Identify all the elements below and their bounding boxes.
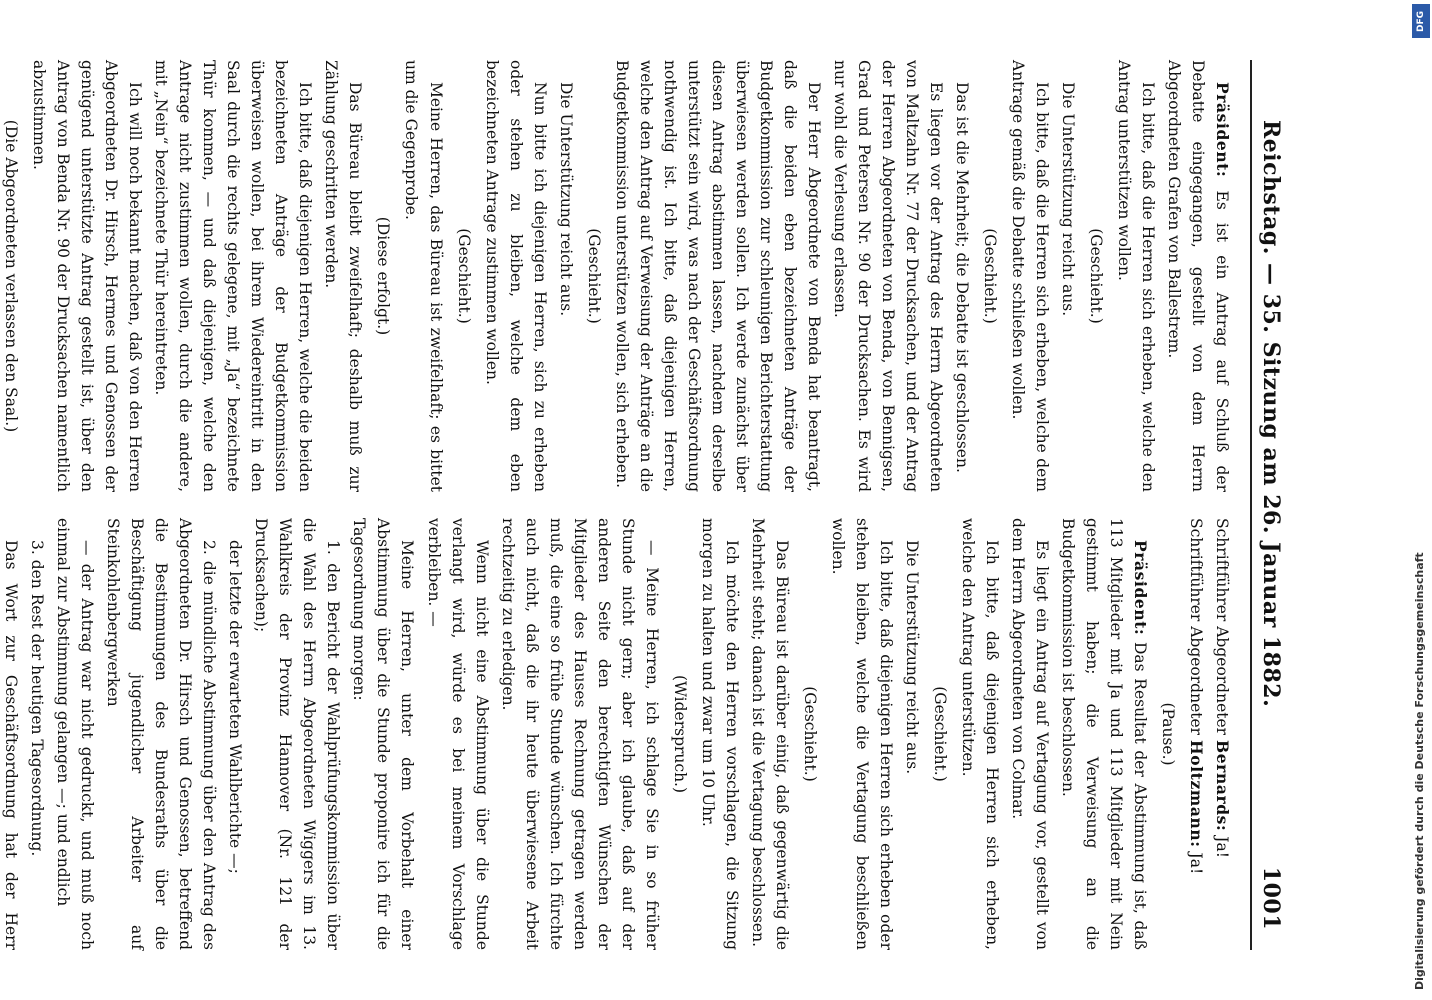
paragraph xyxy=(956,518,1004,950)
paragraph xyxy=(223,518,247,950)
paragraph xyxy=(1210,518,1234,950)
paragraph-text: Ich bitte, daß die Herren sich erheben, welche dem Antrage gemäß die Debatte schließen wollen. xyxy=(1008,60,1051,492)
text-columns xyxy=(2,60,1234,950)
paragraph-text: Meine Herren, das Büreau ist zweifelhaft; es bittet um die Gegenprobe. xyxy=(402,60,445,492)
column-left xyxy=(2,60,1234,492)
dfg-sidebar xyxy=(1410,0,1432,1000)
paragraph-text: 2. die mündliche Abstimmung über den Antrag des Abgeordneten Dr. Hirsch und Genossen, betreffend die Bestimmungen des Bundesraths über die Beschäftigung jugendlicher Arbeiter auf Steinkohlenbergwerken xyxy=(104,518,219,950)
paragraph xyxy=(696,518,744,950)
speaker-name: Präsident: xyxy=(1130,540,1150,636)
dfg-note: Digitalisierung gefördert durch die Deutsche Forschungsgemeinschaft xyxy=(1413,552,1426,990)
stage-direction: (Geschieht.) xyxy=(930,686,949,782)
speaker-name: Bernards: xyxy=(1213,740,1232,832)
stage-direction: (Pause.) xyxy=(1158,702,1177,766)
dfg-logo: DFG xyxy=(1412,4,1430,38)
paragraph-text: der letzte der erwarteten Wahlberichte —; xyxy=(226,540,245,874)
page-number: 1001 xyxy=(1258,866,1284,930)
paragraph xyxy=(1006,60,1054,492)
stage-direction: (Geschieht.) xyxy=(584,228,603,324)
paragraph xyxy=(554,60,578,492)
column-right xyxy=(2,518,1234,950)
paragraph xyxy=(27,60,147,492)
paragraph xyxy=(347,518,419,950)
paragraph-text: Das ist die Mehrheit; die Debatte ist geschlossen. xyxy=(952,82,971,473)
paragraph xyxy=(1006,518,1054,950)
paragraph xyxy=(249,518,345,950)
paragraph-text: 1. den Bericht der Wahlprüfungskommission über die Wahl des Herrn Abgeordneten Wiggers im 13. Wahlkreis der Provinz Hannover (Nr. 121 der Drucksachen); xyxy=(252,518,343,950)
paragraph-text: Das Wort zur Geschäftsordnung hat der Herr xyxy=(2,540,21,950)
paragraph xyxy=(826,518,898,950)
running-head xyxy=(1250,60,1292,950)
paragraph xyxy=(496,518,664,950)
paragraph-text: Wenn nicht eine Abstimmung über die Stunde verlangt wird, würde es bei meinem Vorschlage verbleiben. — xyxy=(424,518,491,950)
paragraph-text: — Meine Herren, ich schlage Sie in so früher Stunde nicht gern; aber ich glaube, daß auf der anderen Seite den berechtigten Wünschen der Mitglieder des Hauses Rechnung getragen werden muß, die eine so frühe Stunde wünschen. Ich fürchte auch nicht, daß die ihr heute überwiesene Arbeit rechtzeitig zu erledigen. xyxy=(498,518,661,950)
stage-direction: (Die Abgeordneten verlassen den Saal.) xyxy=(2,119,21,433)
paragraph-text: Ich bitte, daß diejenigen Herren sich erheben, welche den Antrag unterstützen. xyxy=(958,518,1001,950)
running-head-title: Reichstag. — 35. Sitzung am 26. Januar 1882. xyxy=(1258,120,1284,708)
paragraph xyxy=(828,60,948,492)
paragraph-text: Der Herr Abgeordnete von Benda hat beantragt, daß die beiden eben bezeichneten Anträge der Budgetkommission zur schleunigen Berichterstattung überwiesen werden sollen. Ich werde zunächst über diesen Antrag abstimmen lassen, nachdem derselbe unterstützt sein wird, was nach der Geschäftsordnung nothwendig ist. Ich bitte, daß diejenigen Herren, welche den Antrag auf Verweisung der Anträge an die Budgetkommission unterstützen wollen, sich erheben. xyxy=(612,60,823,492)
paragraph-text: Es liegen vor der Antrag des Herrn Abgeordneten von Maltzahn Nr. 77 der Drucksachen, und der Antrag der Herren Abgeordneten von Benda, von Bennigsen, Grad und Petersen Nr. 90 der Drucksachen. Es wird nur wohl die Verlesung erlassen. xyxy=(830,60,945,492)
paragraph xyxy=(900,518,924,950)
paragraph xyxy=(51,518,99,950)
paragraph xyxy=(1056,60,1080,492)
stage-direction: (Geschieht.) xyxy=(454,228,473,324)
paragraph-text: Das Resultat der Abstimmung ist, daß 113 Mitglieder mit Ja und 113 Mitglieder mit Nein gestimmt haben; die Verweisung an die Budgetkommission ist beschlossen. xyxy=(1058,518,1149,950)
paragraph xyxy=(1056,518,1152,950)
paragraph-text: — der Antrag war nicht gedruckt, und muß noch einmal zur Abstimmung gelangen —; und endlich xyxy=(54,518,97,950)
paragraph-text: 3. den Rest der heutigen Tagesordnung. xyxy=(28,540,47,857)
paragraph-text: Ich bitte, daß die Herren sich erheben, welche den Antrag unterstützen wollen. xyxy=(1114,60,1157,492)
paragraph-text: Ich bitte, daß diejenigen Herren, welche die beiden bezeichneten Anträge der Budgetkommission überweisen wollen, bei ihrem Wiedereintritt in den Saal durch die rechts gelegene, mit „Ja“ bezeichnete Thür kommen, — und daß diejenigen, welche den Antrage nicht zustimmen wollen, durch die andere, mit „Nein“ bezeichnete Thür hereintreten. xyxy=(152,60,315,492)
paragraph-text: Ich möchte den Herren vorschlagen, die Sitzung morgen zu halten und zwar um 10 Uhr. xyxy=(698,518,741,950)
stage-direction: (Geschieht.) xyxy=(980,228,999,324)
paragraph xyxy=(0,518,23,950)
paragraph xyxy=(746,518,794,950)
paragraph-text: Das Büreau bleibt zweifelhaft; deshalb muß zur Zählung geschritten werden. xyxy=(322,60,365,492)
stage-direction: (Geschieht.) xyxy=(800,686,819,782)
paragraph xyxy=(1162,60,1234,492)
paragraph xyxy=(480,60,552,492)
speaker-name: Holtzmann: xyxy=(1186,740,1206,848)
paragraph-text: Die Unterstützung reicht aus. xyxy=(556,82,575,317)
paragraph-text: Nun bitte ich diejenigen Herren, sich zu erheben oder stehen zu bleiben, welche dem eben bezeichneten Antrage zustimmen wollen. xyxy=(482,60,549,492)
stage-direction: (Widerspruch.) xyxy=(670,674,689,794)
paragraph-text: Es liegt ein Antrag auf Vertagung vor, gestellt von dem Herrn Abgeordneten von Colmar. xyxy=(1008,518,1051,950)
speaker-name: Präsident: xyxy=(1213,82,1232,178)
paragraph xyxy=(950,60,974,492)
paragraph-text: Ich bitte, daß diejenigen Herren sich erheben oder stehen bleiben, welche die Vertagung beschließen wollen. xyxy=(828,518,895,950)
page-content xyxy=(2,60,1292,950)
paragraph xyxy=(319,60,367,492)
paragraph-text: Die Unterstützung reicht aus. xyxy=(1058,82,1077,317)
stage-direction: (Diese erfolgt.) xyxy=(374,216,393,336)
paragraph-text: Ja! xyxy=(1186,847,1205,875)
paragraph xyxy=(610,60,826,492)
paragraph-text: Die Unterstützung reicht aus. xyxy=(902,540,921,775)
paragraph xyxy=(25,518,49,950)
paragraph-text: Es ist ein Antrag auf Schluß der Debatte eingegangen, gestellt von dem Herrn Abgeordneten Grafen von Ballestrem. xyxy=(1164,60,1231,492)
paragraph-text: Schriftführer Abgeordneter xyxy=(1186,518,1205,741)
paragraph-text: Ich will noch bekannt machen, daß von den Herren Abgeordneten Dr. Hirsch, Hermes und Genossen der genügend unterstützte Antrag gestellt ist, über den Antrag von Benda Nr. 90 der Drucksachen namentlich abzustimmen. xyxy=(30,60,145,492)
paragraph xyxy=(399,60,447,492)
paragraph xyxy=(101,518,221,950)
paragraph xyxy=(149,60,317,492)
paragraph-text: Schriftführer Abgeordneter xyxy=(1213,518,1231,741)
paragraph-text: Das Büreau ist darüber einig, daß gegenwärtig die Mehrheit steht; danach ist die Vertagung beschlossen. xyxy=(748,518,791,950)
paragraph xyxy=(1184,518,1208,950)
stage-direction: (Geschieht.) xyxy=(1086,228,1105,324)
paragraph-text: Ja! xyxy=(1213,831,1231,858)
paragraph xyxy=(1112,60,1160,492)
paragraph-text: Meine Herren, unter dem Vorbehalt einer Abstimmung über die Stunde proponire ich für die Tagesordnung morgen: xyxy=(350,518,417,950)
paragraph xyxy=(422,518,494,950)
